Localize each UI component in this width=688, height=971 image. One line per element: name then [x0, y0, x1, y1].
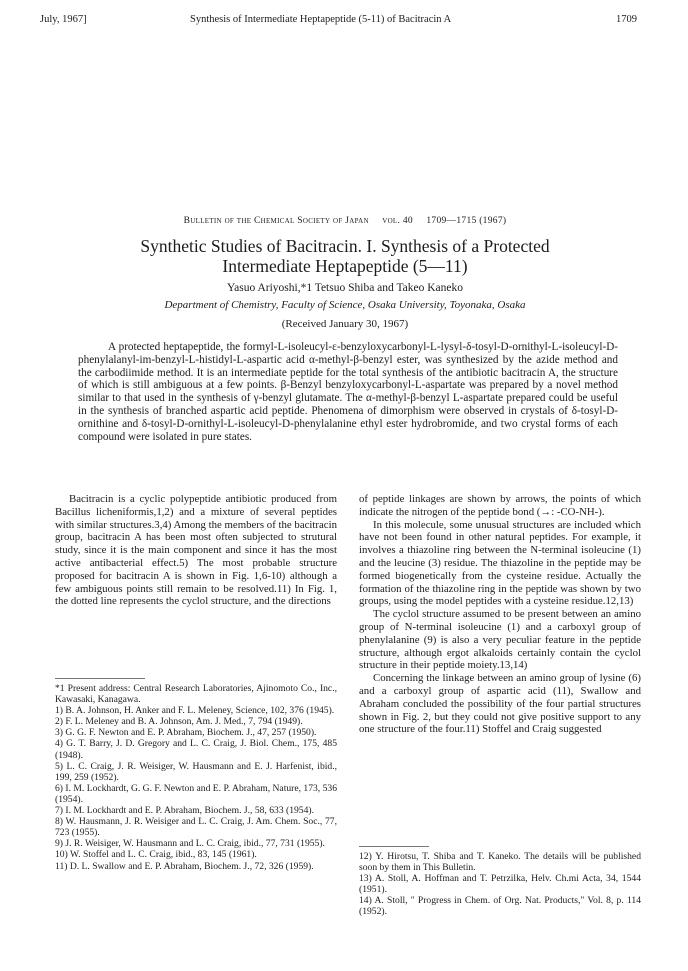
footnote: 12) Y. Hirotsu, T. Shiba and T. Kaneko. The details will be published soon by them in This Bulletin. — [359, 851, 641, 874]
footnote: 9) J. R. Weisiger, W. Hausmann and L. C. Craig, ibid., 77, 731 (1955). — [55, 838, 325, 850]
footnote: 11) D. L. Swallow and E. P. Abraham, Biochem. J., 72, 326 (1959). — [55, 860, 314, 872]
footnote: 8) W. Hausmann, J. R. Weisiger and L. C. Craig, J. Am. Chem. Soc., 77, 723 (1955). — [55, 816, 337, 839]
footnote: 3) G. G. F. Newton and E. P. Abraham, Biochem. J., 47, 257 (1950). — [55, 727, 317, 739]
footnote: 5) L. C. Craig, J. R. Weisiger, W. Hausmann and E. J. Harfenist, ibid., 199, 259 (1952). — [55, 760, 337, 783]
affiliation: Department of Chemistry, Faculty of Science, Osaka University, Toyonaka, Osaka — [164, 299, 526, 311]
footnotes-right — [359, 846, 641, 918]
journal-volume: vol. 40 — [382, 216, 413, 226]
authors: Yasuo Ariyoshi,*1 Tetsuo Shiba and Takeo Kaneko — [226, 282, 464, 294]
footnote: 1) B. A. Johnson, H. Anker and F. L. Meleney, Science, 102, 376 (1945). — [55, 705, 335, 717]
running-title: Synthesis of Intermediate Heptapeptide (5-11) of Bacitracin A — [190, 14, 452, 25]
body-right-column — [359, 493, 641, 736]
body-paragraph: of peptide linkages are shown by arrows, the points of which indicate the nitrogen of the peptide bond (→: -CO-NH-). — [359, 493, 641, 518]
footnote: 4) G. T. Barry, J. D. Gregory and L. C. Craig, J. Biol. Chem., 175, 485 (1948). — [55, 738, 337, 761]
body-paragraph: Bacitracin is a cyclic polypeptide antibiotic produced from Bacillus licheniformis,1,2) and a mixture of several peptides with similar structures.3,4) Among the members of the bacitracin group, bacitracin A has been most often subjected to strutural study, since it is the main component and since it has the most active antibacterial effect.5) The most probable structure proposed for bacitracin A is shown in Fig. 1,6-10) although a few ambiguous points still remain to be resolved.11) In Fig. 1, the dotted line represents the cyclol structure, and the directions — [55, 493, 337, 608]
journal-pages: 1709—1715 (1967) — [426, 216, 507, 226]
title-line-1: Synthetic Studies of Bacitracin. I. Synthesis of a Protected — [140, 236, 550, 256]
body-left-column — [55, 493, 337, 608]
journal-line — [60, 216, 630, 226]
footnote: 10) W. Stoffel and L. C. Craig, ibid., 83, 145 (1961). — [55, 849, 257, 861]
title-line-2: Intermediate Heptapeptide (5—11) — [222, 256, 468, 276]
footnote: *1 Present address: Central Research Laboratories, Ajinomoto Co., Inc., Kawasaki, Kanagawa. — [55, 683, 337, 706]
footnote-rule — [359, 846, 429, 847]
body-paragraph: In this molecule, some unusual structures are included which have not been found in other natural peptides. For example, it involves a thiazoline ring between the N-terminal isoleucine (1) and the leucine (3) residue. The thiazoline in the peptide may be formed biogenetically from the cysteine residue. Actually the formation of the thiazoline ring in the peptide was shown by two groups, using the model peptides with a cysteine residue.12,13) — [359, 518, 641, 608]
paper-title — [60, 236, 630, 276]
footnote: 7) I. M. Lockhardt and E. P. Abraham, Biochem. J., 58, 633 (1954). — [55, 805, 314, 817]
journal-name: Bulletin of the Chemical Society of Japan — [183, 216, 369, 226]
footnote: 13) A. Stoll, A. Hoffman and T. Petrzilka, Helv. Ch.mi Acta, 34, 1544 (1951). — [359, 873, 641, 896]
header-left: July, 1967] — [40, 14, 87, 25]
page-number: 1709 — [616, 14, 637, 25]
body-paragraph: Concerning the linkage between an amino group of lysine (6) and a carboxyl group of aspartic acid (11), Swallow and Abraham concluded the possibility of the four partial structures shown in Fig. 2, but they could not give positive support to any one structure of the four.11) Stoffel and Craig suggested — [359, 672, 641, 736]
footnote: 2) F. L. Meleney and B. A. Johnson, Am. J. Med., 7, 794 (1949). — [55, 716, 303, 728]
footnote: 14) A. Stoll, " Progress in Chem. of Org. Nat. Products," Vol. 8, p. 114 (1952). — [359, 895, 641, 918]
abstract: A protected heptapeptide, the formyl-L-isoleucyl-ε-benzyloxycarbonyl-L-lysyl-δ-tosyl-D-ornithyl-L-isoleucyl-D-phenylalanyl-im-benzyl-L-histidyl-L-aspartic acid α-methyl-β-benzyl ester, was synthesized by the azide method and the carbodiimide method. It is an intermediate peptide for the total synthesis of the antibiotic bacitracin A, the structure of which is still ambiguous at a few points. β-Benzyl benzyloxycarbonyl-L-aspartate was prepared by a novel method similar to that used in the synthesis of γ-benzyl glutamate. The α-methyl-β-benzyl L-aspartate prepared could be useful in the synthesis of branched aspartic acid peptide. Phenomena of dimorphism were observed in crystals of δ-tosyl-D-ornithine and δ-tosyl-D-ornithyl-L-isoleucyl-D-phenylalanine ethyl ester hydrobromide, and two crystal forms of each compound were isolated in pure states. — [78, 341, 618, 443]
body-paragraph: The cyclol structure assumed to be present between an amino group of N-terminal isoleucine (1) and a carboxyl group of phenylalanine (9) is also a very peculiar feature in the peptide structure, although ergot alkaloids certainly contain the cyclol structure in their peptide moiety.13,14) — [359, 608, 641, 672]
received-date: (Received January 30, 1967) — [281, 318, 409, 330]
footnote: 6) I. M. Lockhardt, G. G. F. Newton and E. P. Abraham, Nature, 173, 536 (1954). — [55, 782, 337, 805]
footnote-rule — [55, 678, 145, 679]
footnotes-left — [55, 678, 337, 872]
